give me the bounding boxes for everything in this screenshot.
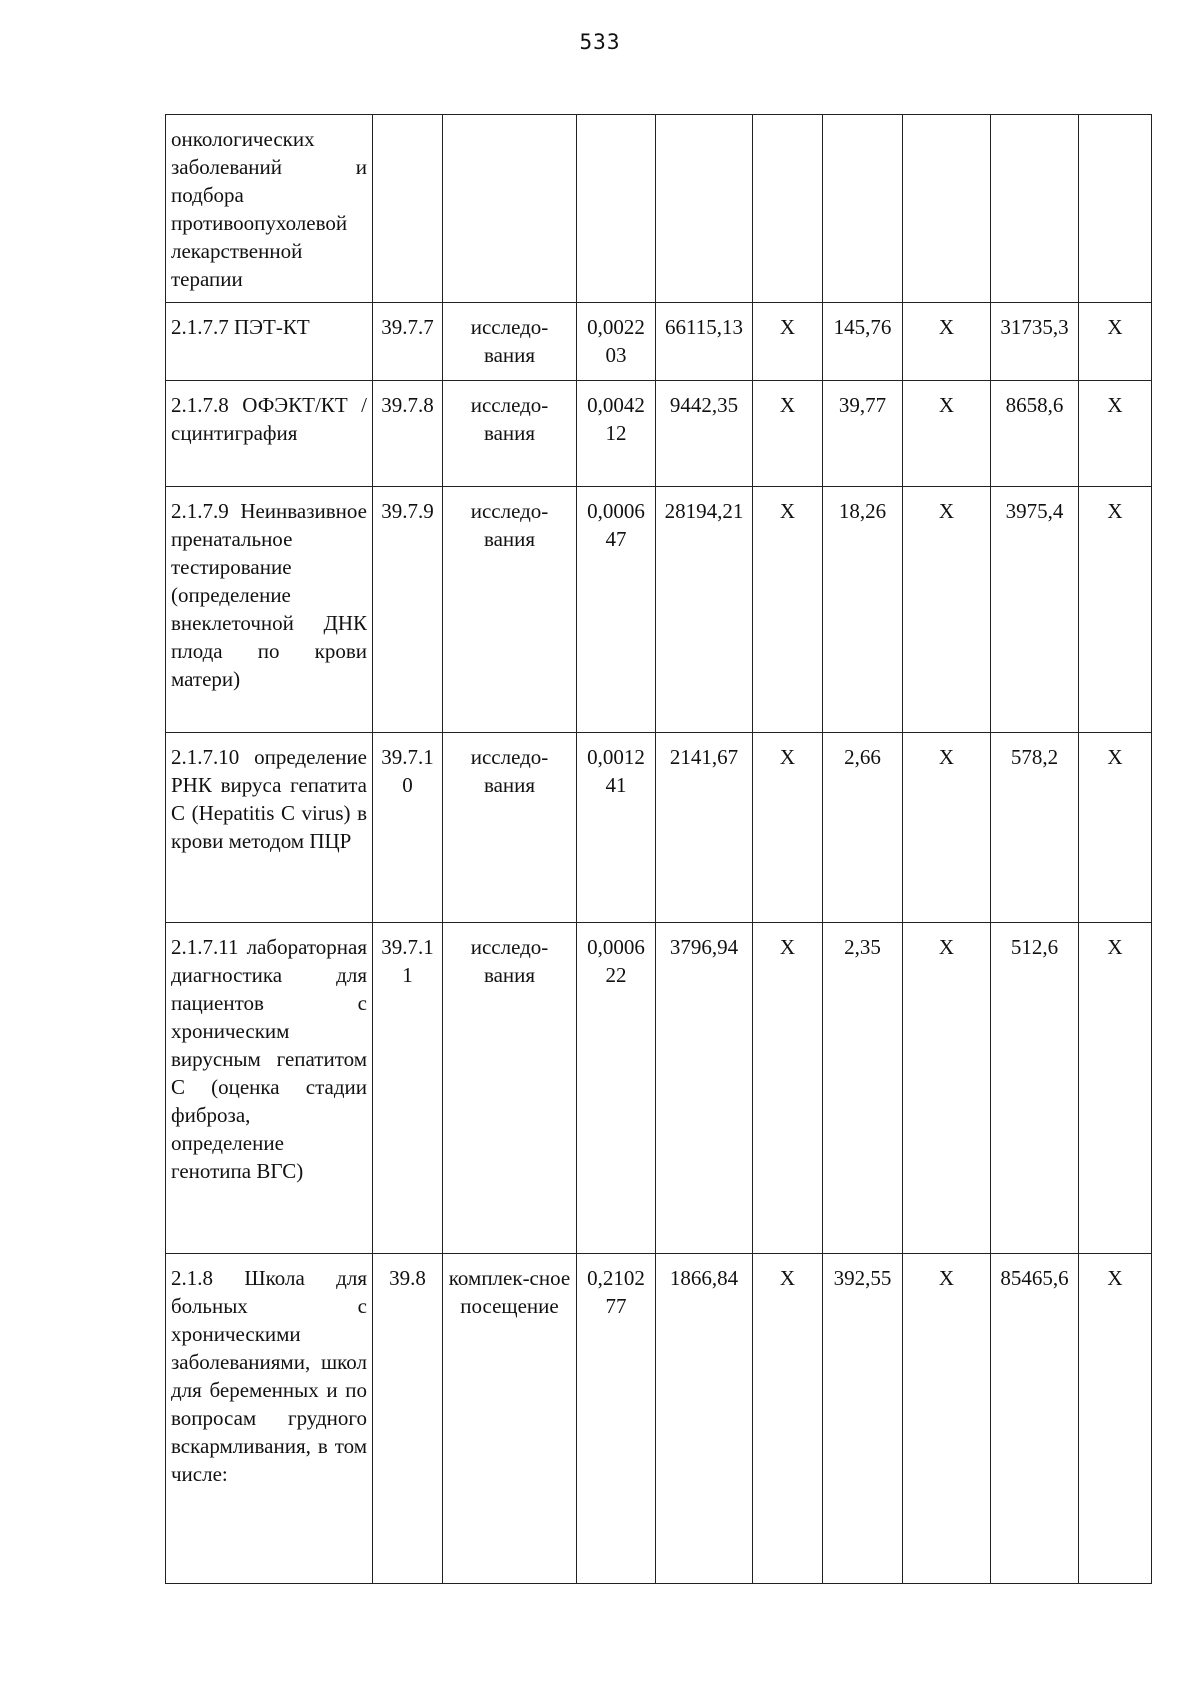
row-x1-cell: X (753, 923, 823, 1254)
row-x2-cell: X (903, 733, 991, 923)
row-code-cell: 39.7.8 (373, 381, 443, 487)
row-value1-cell: 392,55 (823, 1254, 903, 1584)
row-x3-cell: X (1079, 381, 1152, 487)
row-value2-cell: 3975,4 (991, 487, 1079, 733)
row-x1-cell: X (753, 381, 823, 487)
row-rate-cell: 0,004212 (577, 381, 656, 487)
table-row (166, 1254, 1152, 1584)
row-name-cell: 2.1.7.9 Неинвазивное пренатальное тестирование (определение внеклеточной ДНК плода по крови матери) (166, 487, 373, 733)
row-cost-cell: 9442,35 (656, 381, 753, 487)
table-row (166, 381, 1152, 487)
row-value2-cell: 512,6 (991, 923, 1079, 1254)
row-code-cell: 39.7.10 (373, 733, 443, 923)
row-value2-cell: 578,2 (991, 733, 1079, 923)
row-code-cell: 39.7.9 (373, 487, 443, 733)
row-name-cell: 2.1.8 Школа для больных с хроническими заболеваниями, школ для беременных и по вопросам грудного вскармливания, в том числе: (166, 1254, 373, 1584)
tariff-table (165, 114, 1152, 1584)
row-unit-cell (443, 115, 577, 303)
row-code-cell (373, 115, 443, 303)
row-rate-cell: 0,000622 (577, 923, 656, 1254)
row-value1-cell: 2,35 (823, 923, 903, 1254)
row-unit-cell: исследо-вания (443, 381, 577, 487)
row-name-cell: 2.1.7.10 определение РНК вируса гепатита С (Hepatitis C virus) в крови методом ПЦР (166, 733, 373, 923)
row-x2-cell (903, 115, 991, 303)
row-cost-cell (656, 115, 753, 303)
row-name-cell: онкологических заболеваний и подбора противоопухолевой лекарственной терапии (166, 115, 373, 303)
row-rate-cell (577, 115, 656, 303)
row-x3-cell (1079, 115, 1152, 303)
row-value1-cell: 2,66 (823, 733, 903, 923)
table-row (166, 487, 1152, 733)
row-rate-cell: 0,002203 (577, 303, 656, 381)
row-x1-cell: X (753, 733, 823, 923)
row-value2-cell: 85465,6 (991, 1254, 1079, 1584)
row-code-cell: 39.8 (373, 1254, 443, 1584)
row-value1-cell: 18,26 (823, 487, 903, 733)
row-name-cell: 2.1.7.8 ОФЭКТ/КТ /сцинтиграфия (166, 381, 373, 487)
row-unit-cell: исследо-вания (443, 487, 577, 733)
row-rate-cell: 0,000647 (577, 487, 656, 733)
row-code-cell: 39.7.11 (373, 923, 443, 1254)
row-value2-cell (991, 115, 1079, 303)
row-code-cell: 39.7.7 (373, 303, 443, 381)
row-x1-cell: X (753, 487, 823, 733)
table-row (166, 733, 1152, 923)
row-unit-cell: исследо-вания (443, 733, 577, 923)
row-cost-cell: 66115,13 (656, 303, 753, 381)
row-x2-cell: X (903, 381, 991, 487)
row-unit-cell: комплек-сное посещение (443, 1254, 577, 1584)
row-cost-cell: 1866,84 (656, 1254, 753, 1584)
row-cost-cell: 28194,21 (656, 487, 753, 733)
row-name-cell: 2.1.7.11 лабораторная диагностика для пациентов с хроническим вирусным гепатитом С (оценка стадии фиброза, определение генотипа ВГС) (166, 923, 373, 1254)
row-value2-cell: 31735,3 (991, 303, 1079, 381)
table-row (166, 303, 1152, 381)
row-rate-cell: 0,001241 (577, 733, 656, 923)
row-value2-cell: 8658,6 (991, 381, 1079, 487)
row-rate-cell: 0,210277 (577, 1254, 656, 1584)
row-x2-cell: X (903, 487, 991, 733)
row-x1-cell (753, 115, 823, 303)
row-x2-cell: X (903, 303, 991, 381)
page-number: 533 (579, 30, 621, 54)
row-x3-cell: X (1079, 487, 1152, 733)
row-x3-cell: X (1079, 1254, 1152, 1584)
row-unit-cell: исследо-вания (443, 303, 577, 381)
row-name-cell: 2.1.7.7 ПЭТ-КТ (166, 303, 373, 381)
row-x1-cell: X (753, 303, 823, 381)
row-value1-cell (823, 115, 903, 303)
row-cost-cell: 3796,94 (656, 923, 753, 1254)
table-body (166, 115, 1152, 1584)
row-x1-cell: X (753, 1254, 823, 1584)
table-row (166, 923, 1152, 1254)
row-x3-cell: X (1079, 303, 1152, 381)
row-x3-cell: X (1079, 923, 1152, 1254)
row-value1-cell: 39,77 (823, 381, 903, 487)
row-x3-cell: X (1079, 733, 1152, 923)
row-value1-cell: 145,76 (823, 303, 903, 381)
row-cost-cell: 2141,67 (656, 733, 753, 923)
table-row (166, 115, 1152, 303)
row-unit-cell: исследо-вания (443, 923, 577, 1254)
row-x2-cell: X (903, 1254, 991, 1584)
row-x2-cell: X (903, 923, 991, 1254)
